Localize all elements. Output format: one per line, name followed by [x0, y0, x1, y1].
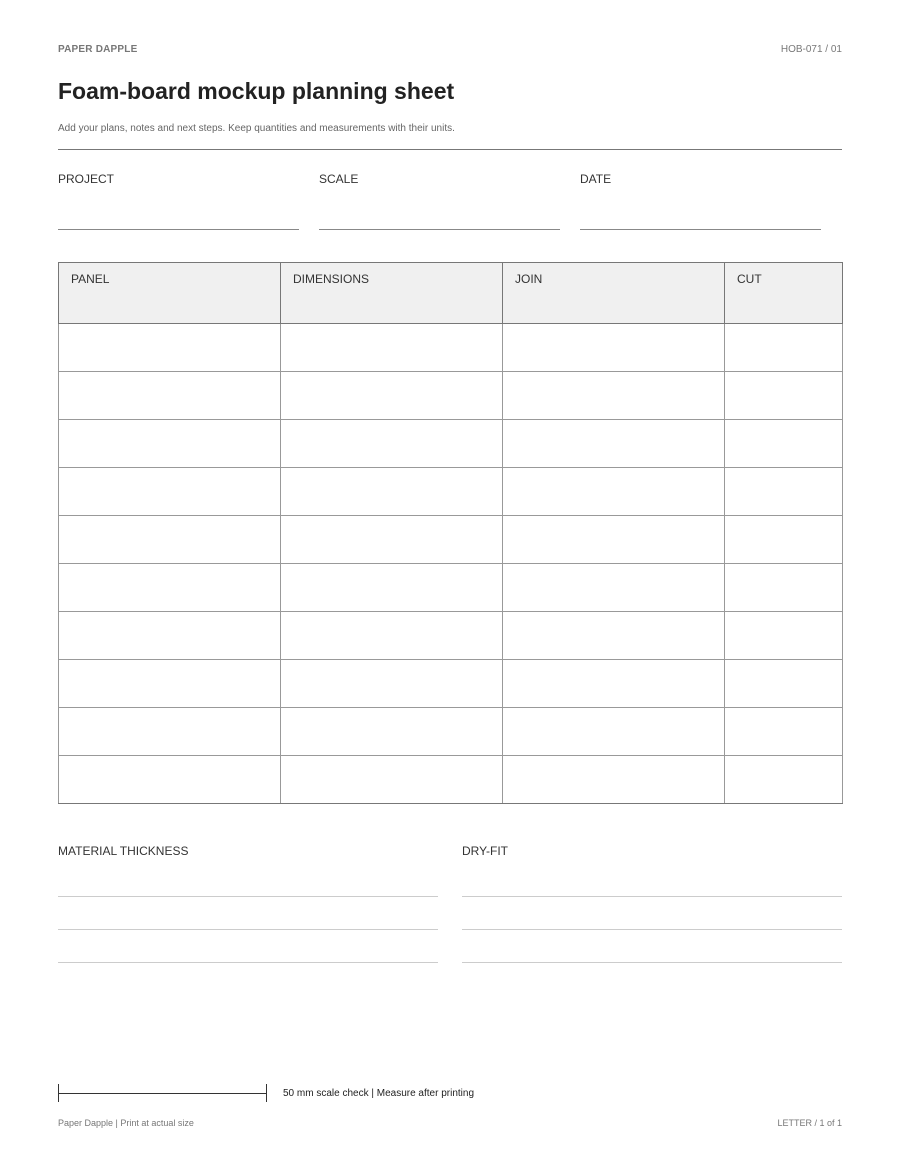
footer-right: LETTER / 1 of 1 — [777, 1118, 842, 1128]
scale-bar-tick-right — [266, 1084, 267, 1102]
table-cell-join[interactable] — [503, 756, 725, 804]
table-cell-dimensions[interactable] — [281, 612, 503, 660]
field-scale-line[interactable] — [319, 229, 560, 230]
table-cell-cut[interactable] — [725, 612, 843, 660]
table-cell-join[interactable] — [503, 708, 725, 756]
table-row — [59, 372, 843, 420]
table-cell-dimensions[interactable] — [281, 420, 503, 468]
table-body — [59, 324, 843, 804]
table-cell-panel[interactable] — [59, 324, 281, 372]
column-header-cut: CUT — [725, 263, 843, 324]
scale-check-text: 50 mm scale check | Measure after printing — [283, 1088, 475, 1099]
table-cell-cut[interactable] — [725, 516, 843, 564]
notes-dry-fit — [462, 844, 842, 858]
table-row — [59, 420, 843, 468]
table-cell-cut[interactable] — [725, 708, 843, 756]
table-cell-cut[interactable] — [725, 324, 843, 372]
table-cell-cut[interactable] — [725, 564, 843, 612]
table-row — [59, 708, 843, 756]
table-cell-join[interactable] — [503, 324, 725, 372]
table-cell-panel[interactable] — [59, 372, 281, 420]
table-row — [59, 468, 843, 516]
scale-bar-line — [58, 1093, 266, 1094]
table-cell-cut[interactable] — [725, 372, 843, 420]
table-cell-dimensions[interactable] — [281, 468, 503, 516]
notes-material-thickness-label: MATERIAL THICKNESS — [58, 844, 189, 858]
page-subtitle: Add your plans, notes and next steps. Keep quantities and measurements with their units. — [58, 123, 455, 134]
footer-left: Paper Dapple | Print at actual size — [58, 1118, 194, 1128]
table-row — [59, 660, 843, 708]
document-id: HOB-071 / 01 — [780, 44, 842, 55]
notes-material-thickness — [58, 844, 438, 858]
header-divider — [58, 149, 842, 150]
table-header-row — [59, 263, 843, 324]
table-row — [59, 612, 843, 660]
note-line[interactable] — [462, 929, 842, 930]
brand-name: PAPER DAPPLE — [58, 44, 138, 55]
table-row — [59, 756, 843, 804]
note-line[interactable] — [462, 962, 842, 963]
table-cell-panel[interactable] — [59, 516, 281, 564]
notes-dry-fit-label: DRY-FIT — [462, 844, 509, 858]
table-cell-dimensions[interactable] — [281, 708, 503, 756]
field-project — [58, 172, 299, 186]
table-cell-join[interactable] — [503, 420, 725, 468]
table-cell-dimensions[interactable] — [281, 756, 503, 804]
table-cell-panel[interactable] — [59, 660, 281, 708]
table-row — [59, 516, 843, 564]
field-scale — [319, 172, 560, 186]
table-cell-dimensions[interactable] — [281, 372, 503, 420]
table-cell-panel[interactable] — [59, 756, 281, 804]
table-cell-cut[interactable] — [725, 468, 843, 516]
table-cell-join[interactable] — [503, 612, 725, 660]
field-project-line[interactable] — [58, 229, 299, 230]
table-cell-join[interactable] — [503, 468, 725, 516]
scale-check-bar — [58, 1084, 268, 1102]
table-cell-panel[interactable] — [59, 420, 281, 468]
table-row — [59, 324, 843, 372]
table-cell-join[interactable] — [503, 516, 725, 564]
column-header-panel: PANEL — [59, 263, 281, 324]
table-cell-join[interactable] — [503, 660, 725, 708]
note-line[interactable] — [58, 929, 438, 930]
table-cell-dimensions[interactable] — [281, 324, 503, 372]
field-date — [580, 172, 821, 186]
table-cell-panel[interactable] — [59, 564, 281, 612]
table-cell-panel[interactable] — [59, 468, 281, 516]
note-line[interactable] — [58, 962, 438, 963]
table-cell-cut[interactable] — [725, 756, 843, 804]
table-cell-dimensions[interactable] — [281, 564, 503, 612]
column-header-dimensions: DIMENSIONS — [281, 263, 503, 324]
table-cell-dimensions[interactable] — [281, 660, 503, 708]
field-project-label: PROJECT — [58, 172, 115, 186]
field-date-label: DATE — [580, 172, 612, 186]
table-cell-join[interactable] — [503, 564, 725, 612]
page-title: Foam-board mockup planning sheet — [58, 78, 455, 104]
note-line[interactable] — [58, 896, 438, 897]
table-cell-panel[interactable] — [59, 708, 281, 756]
table-row — [59, 564, 843, 612]
table-cell-cut[interactable] — [725, 660, 843, 708]
note-line[interactable] — [462, 896, 842, 897]
planning-table — [58, 262, 843, 804]
table-cell-dimensions[interactable] — [281, 516, 503, 564]
table-cell-join[interactable] — [503, 372, 725, 420]
table-cell-cut[interactable] — [725, 420, 843, 468]
table-cell-panel[interactable] — [59, 612, 281, 660]
field-date-line[interactable] — [580, 229, 821, 230]
column-header-join: JOIN — [503, 263, 725, 324]
field-scale-label: SCALE — [319, 172, 359, 186]
